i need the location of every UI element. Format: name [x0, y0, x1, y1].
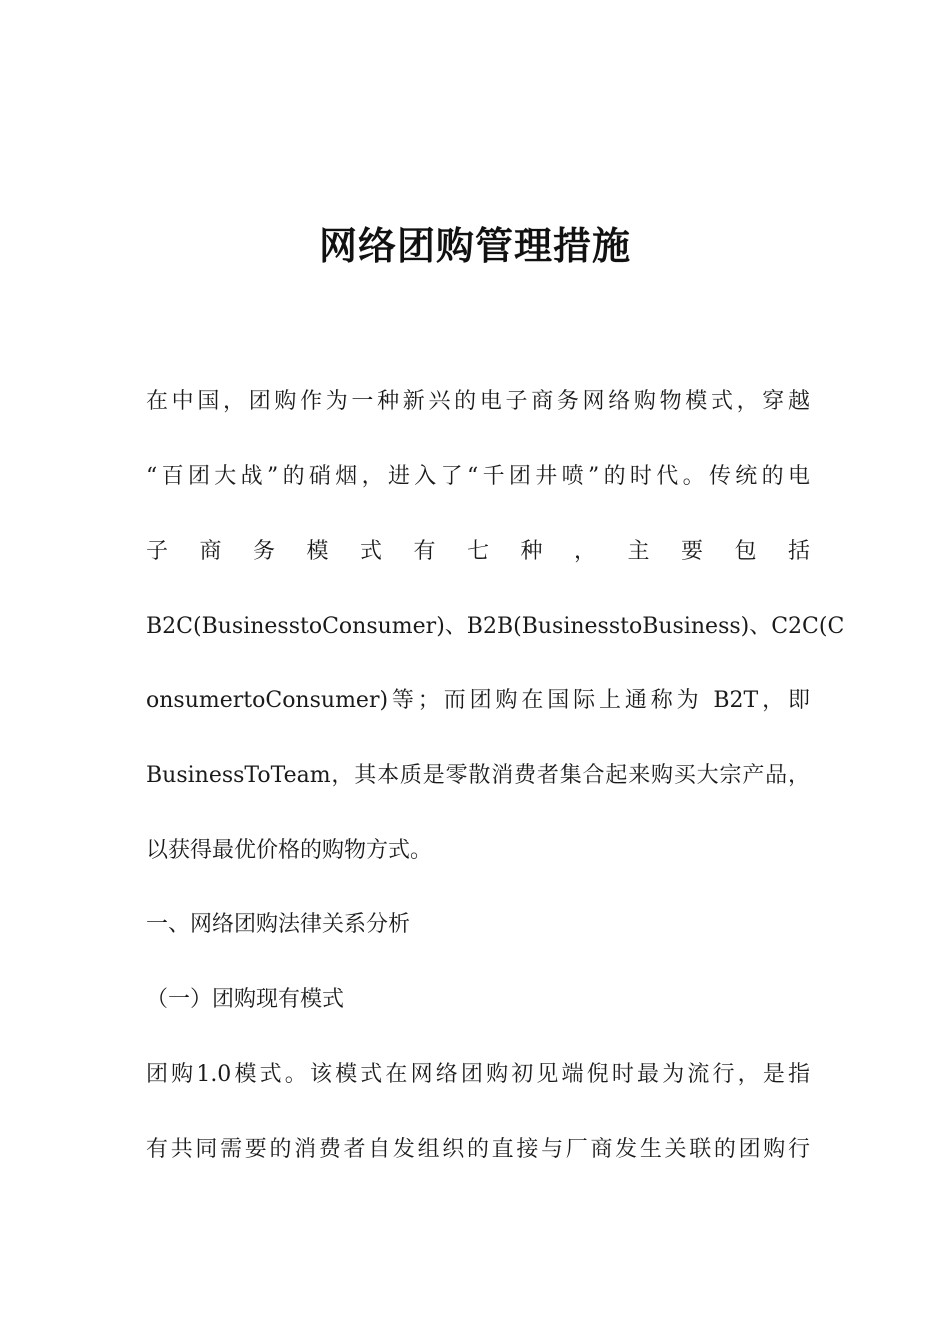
paragraph-line: B2C(BusinesstoConsumer)、B2B(BusinesstoBusiness)、C2C(C	[146, 614, 845, 639]
body-line: 有共同需要的消费者自发组织的直接与厂商发生关联的团购行	[146, 1137, 810, 1162]
paragraph-line: onsumertoConsumer)等；而团购在国际上通称为 B2T，即	[146, 688, 810, 713]
paragraph-line: 子 商 务 模 式 有 七 种 ， 主 要 包 括	[146, 539, 810, 564]
paragraph-line: 以获得最优价格的购物方式。	[146, 838, 433, 863]
paragraph-line: BusinessToTeam，其本质是零散消费者集合起来购买大宗产品，	[146, 763, 810, 788]
subsection-heading: （一）团购现有模式	[146, 987, 345, 1012]
body-line: 团购1.0模式。该模式在网络团购初见端倪时最为流行，是指	[146, 1062, 810, 1087]
paragraph-line: 在中国，团购作为一种新兴的电子商务网络购物模式，穿越	[146, 389, 810, 414]
document-title: 网络团购管理措施	[318, 224, 631, 268]
paragraph-line: “百团大战”的硝烟，进入了“千团井喷”的时代。传统的电	[146, 464, 810, 489]
section-heading: 一、网络团购法律关系分析	[146, 912, 411, 937]
